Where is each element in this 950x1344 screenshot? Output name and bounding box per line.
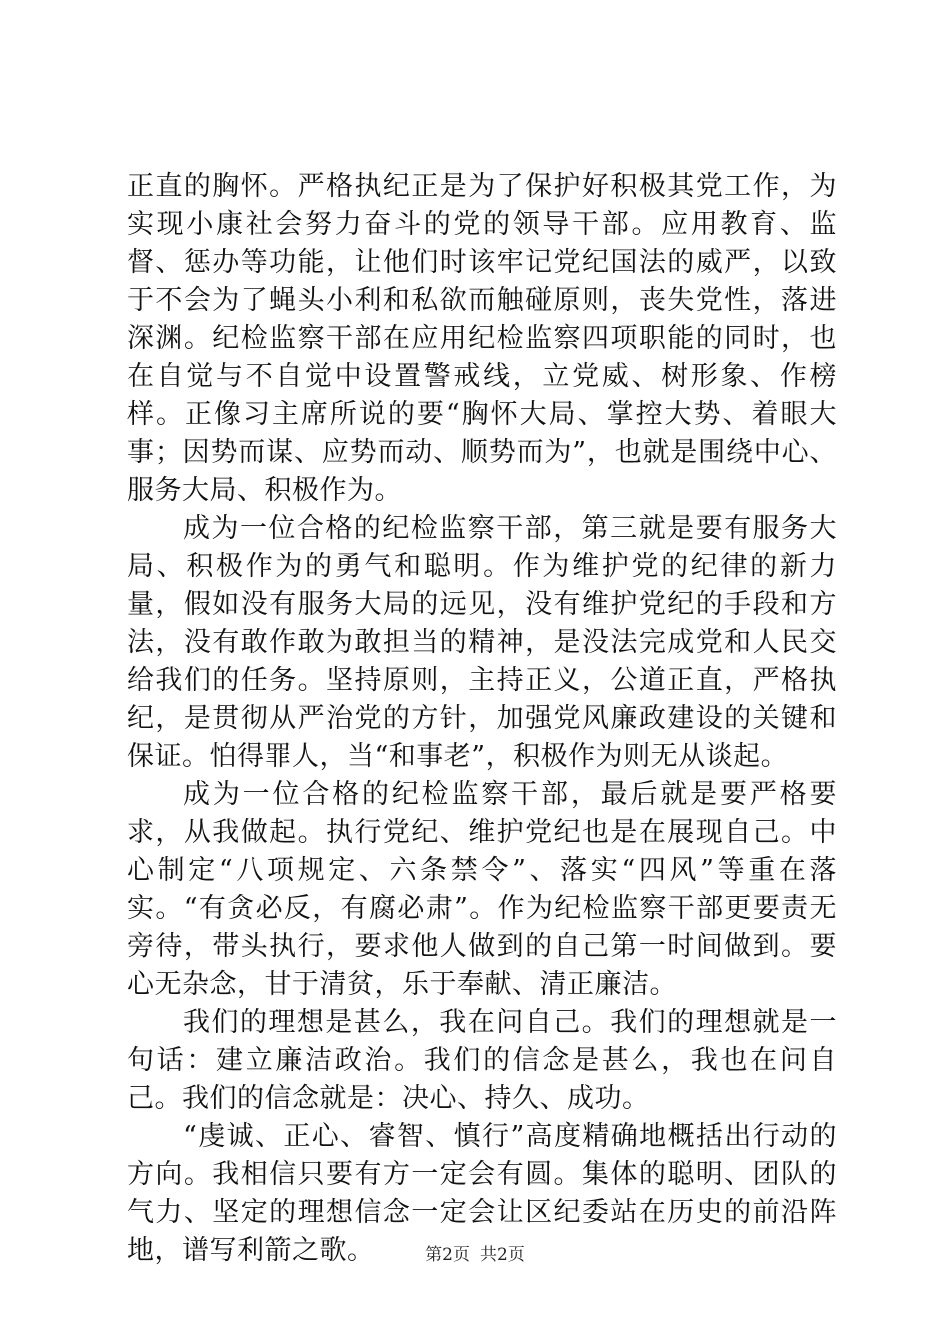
page-footer (0, 1243, 950, 1267)
paragraph-final-point: 成为一位合格的纪检监察干部，最后就是要严格要求，从我做起。执行党纪、维护党纪也是在展现自己。中心制定“八项规定、六条禁令”、落实“四风”等重在落实。“有贪必反，有腐必肃”。作为纪检监察干部更要责无旁待，带头执行，要求他人做到的自己第一时间做到。要心无杂念，甘于清贫，乐于奉献、清正廉洁。 (127, 779, 837, 1000)
page-number: 第2页 (425, 1245, 470, 1265)
paragraph-third-point: 成为一位合格的纪检监察干部，第三就是要有服务大局、积极作为的勇气和聪明。作为维护党的纪律的新力量，假如没有服务大局的远见，没有维护党纪的手段和方法，没有敢作敢为敢担当的精神，是没法完成党和人民交给我们的任务。坚持原则，主持正义，公道正直，严格执纪，是贯彻从严治党的方针，加强党风廉政建设的关键和保证。怕得罪人，当“和事老”，积极作为则无从谈起。 (127, 513, 837, 772)
paragraph-ideals: 我们的理想是甚么，我在问自己。我们的理想就是一句话：建立廉洁政治。我们的信念是甚么，我也在问自己。我们的信念就是：决心、持久、成功。 (127, 1007, 837, 1114)
document-body (127, 168, 837, 1270)
paragraph-conclusion: “虔诚、正心、睿智、慎行”高度精确地概括出行动的方向。我相信只要有方一定会有圆。集体的聪明、团队的气力、坚定的理想信念一定会让区纪委站在历史的前沿阵地，谱写利箭之歌。 (127, 1121, 837, 1266)
paragraph-continuation: 正直的胸怀。严格执纪正是为了保护好积极其党工作，为实现小康社会努力奋斗的党的领导干部。应用教育、监督、惩办等功能，让他们时该牢记党纪国法的威严，以致于不会为了蝇头小利和私欲而触碰原则，丧失党性，落进深渊。纪检监察干部在应用纪检监察四项职能的同时，也在自觉与不自觉中设置警戒线，立党威、树形象、作榜样。正像习主席所说的要“胸怀大局、掌控大势、着眼大事；因势而谋、应势而动、顺势而为”，也就是围绕中心、服务大局、积极作为。 (127, 171, 837, 506)
page-total: 共2页 (480, 1245, 525, 1265)
